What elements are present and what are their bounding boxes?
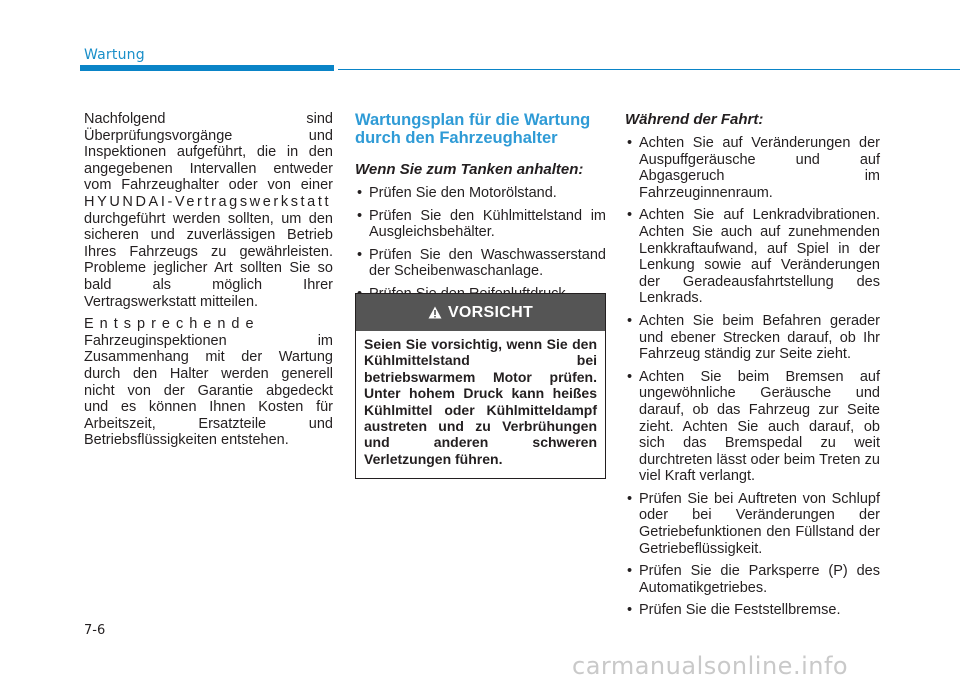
list-item: • Achten Sie auf Veränderungen der Auspuffgeräusche und auf Abgasgeruch im Fahrzeuginnenraum.: [625, 135, 880, 201]
text-line: sicheren und zuverlässigen Betrieb: [84, 227, 333, 244]
text-line: Vertragswerkstatt mitteilen.: [84, 293, 259, 310]
text-line: Probleme jeglicher Art sollten Sie so: [84, 260, 333, 277]
text-line: Fahrzeuginspektionen im: [84, 332, 333, 349]
text-line: Arbeitszeit, Ersatzteile und: [84, 415, 333, 432]
refuel-subheading: Wenn Sie zum Tanken anhalten:: [355, 161, 584, 178]
driving-checklist: [625, 135, 880, 619]
text-line: HYUNDAI-Vertragswerkstatt: [84, 193, 332, 210]
list-item: • Prüfen Sie die Feststellbremse.: [625, 602, 880, 619]
text-line: durchgeführt werden sollten, um den: [84, 210, 333, 227]
list-item: • Prüfen Sie den Motorölstand.: [355, 185, 606, 202]
caution-header: [356, 294, 605, 331]
list-item: • Prüfen Sie den Waschwasserstand der Scheibenwaschanlage.: [355, 247, 606, 280]
driving-checks-column: [625, 111, 880, 625]
text-line: und es können Ihnen Kosten für: [84, 399, 333, 416]
refuel-checklist: [355, 185, 606, 303]
text-line: durch den Halter werden generell: [84, 365, 333, 382]
heading-line-1: Wartungsplan für die Wartung: [355, 111, 591, 129]
warranty-paragraph: [84, 316, 333, 449]
caution-box: [355, 293, 606, 479]
text-line: Inspektionen aufgeführt, die in den: [84, 144, 333, 161]
driving-subheading: Während der Fahrt:: [625, 111, 764, 128]
list-item: • Achten Sie beim Bremsen auf ungewöhnliche Geräusche und darauf, ob das Fahrzeug zur Seite zieht. Achten Sie auch darauf, ob sich das Bremspedal zu weit durchtreten lässt oder beim Treten zu viel Kraft verlangt.: [625, 369, 880, 485]
intro-paragraph-lines: [84, 111, 333, 310]
text-line: Betriebsflüssigkeiten entstehen.: [84, 432, 289, 449]
heading-line-2: durch den Fahrzeughalter: [355, 129, 558, 147]
header-rule-thick: [80, 65, 334, 71]
section-title: Wartung: [84, 47, 145, 63]
caution-text: Seien Sie vorsichtig, wenn Sie den Kühlmittelstand bei betriebswarmem Motor prüfen. Unter hohem Druck kann heißes Kühlmittel oder Kühlmitteldampf austreten und zu Verbrühungen und anderen schweren Verletzungen führen.: [364, 336, 597, 467]
caution-label: VORSICHT: [447, 303, 534, 321]
list-item: • Prüfen Sie den Kühlmittelstand im Ausgleichsbehälter.: [355, 208, 606, 241]
page-number: 7-6: [84, 623, 106, 638]
intro-paragraph: [84, 111, 333, 310]
owner-maintenance-heading: [355, 111, 606, 147]
list-item: • Prüfen Sie bei Auftreten von Schlupf oder bei Veränderungen der Getriebefunktionen den Füllstand der Getriebeflüssigkeit.: [625, 491, 880, 557]
text-line: Entsprechende: [84, 316, 260, 333]
owner-maintenance-column: [355, 111, 606, 309]
list-item: • Achten Sie beim Befahren gerader und ebener Strecken darauf, ob Ihr Fahrzeug ständig zur Seite zieht.: [625, 313, 880, 363]
watermark: carmanualsonline.info: [572, 652, 849, 680]
text-line: bald als möglich Ihrer: [84, 276, 333, 293]
list-item: • Achten Sie auf Lenkradvibrationen. Achten Sie auch auf zunehmenden Lenkkraftaufwand, auf Spiel in der Lenkung sowie auf Veränderungen der Geradeausfahrtstellung des Lenkrads.: [625, 207, 880, 307]
text-line: Überprüfungsvorgänge und: [84, 127, 333, 144]
text-line: angegebenen Intervallen entweder: [84, 160, 333, 177]
header-rule-thin: [338, 69, 960, 70]
intro-column: [84, 111, 333, 449]
text-line: Zusammenhang mit der Wartung: [84, 349, 333, 366]
text-line: Nachfolgend sind: [84, 111, 333, 127]
text-line: Ihres Fahrzeugs zu gewährleisten.: [84, 243, 333, 260]
list-item: • Prüfen Sie die Parksperre (P) des Automatikgetriebes.: [625, 563, 880, 596]
warning-triangle-icon: [428, 306, 442, 319]
text-line: nicht von der Garantie abgedeckt: [84, 382, 333, 399]
text-line: vom Fahrzeughalter oder von einer: [84, 177, 333, 194]
